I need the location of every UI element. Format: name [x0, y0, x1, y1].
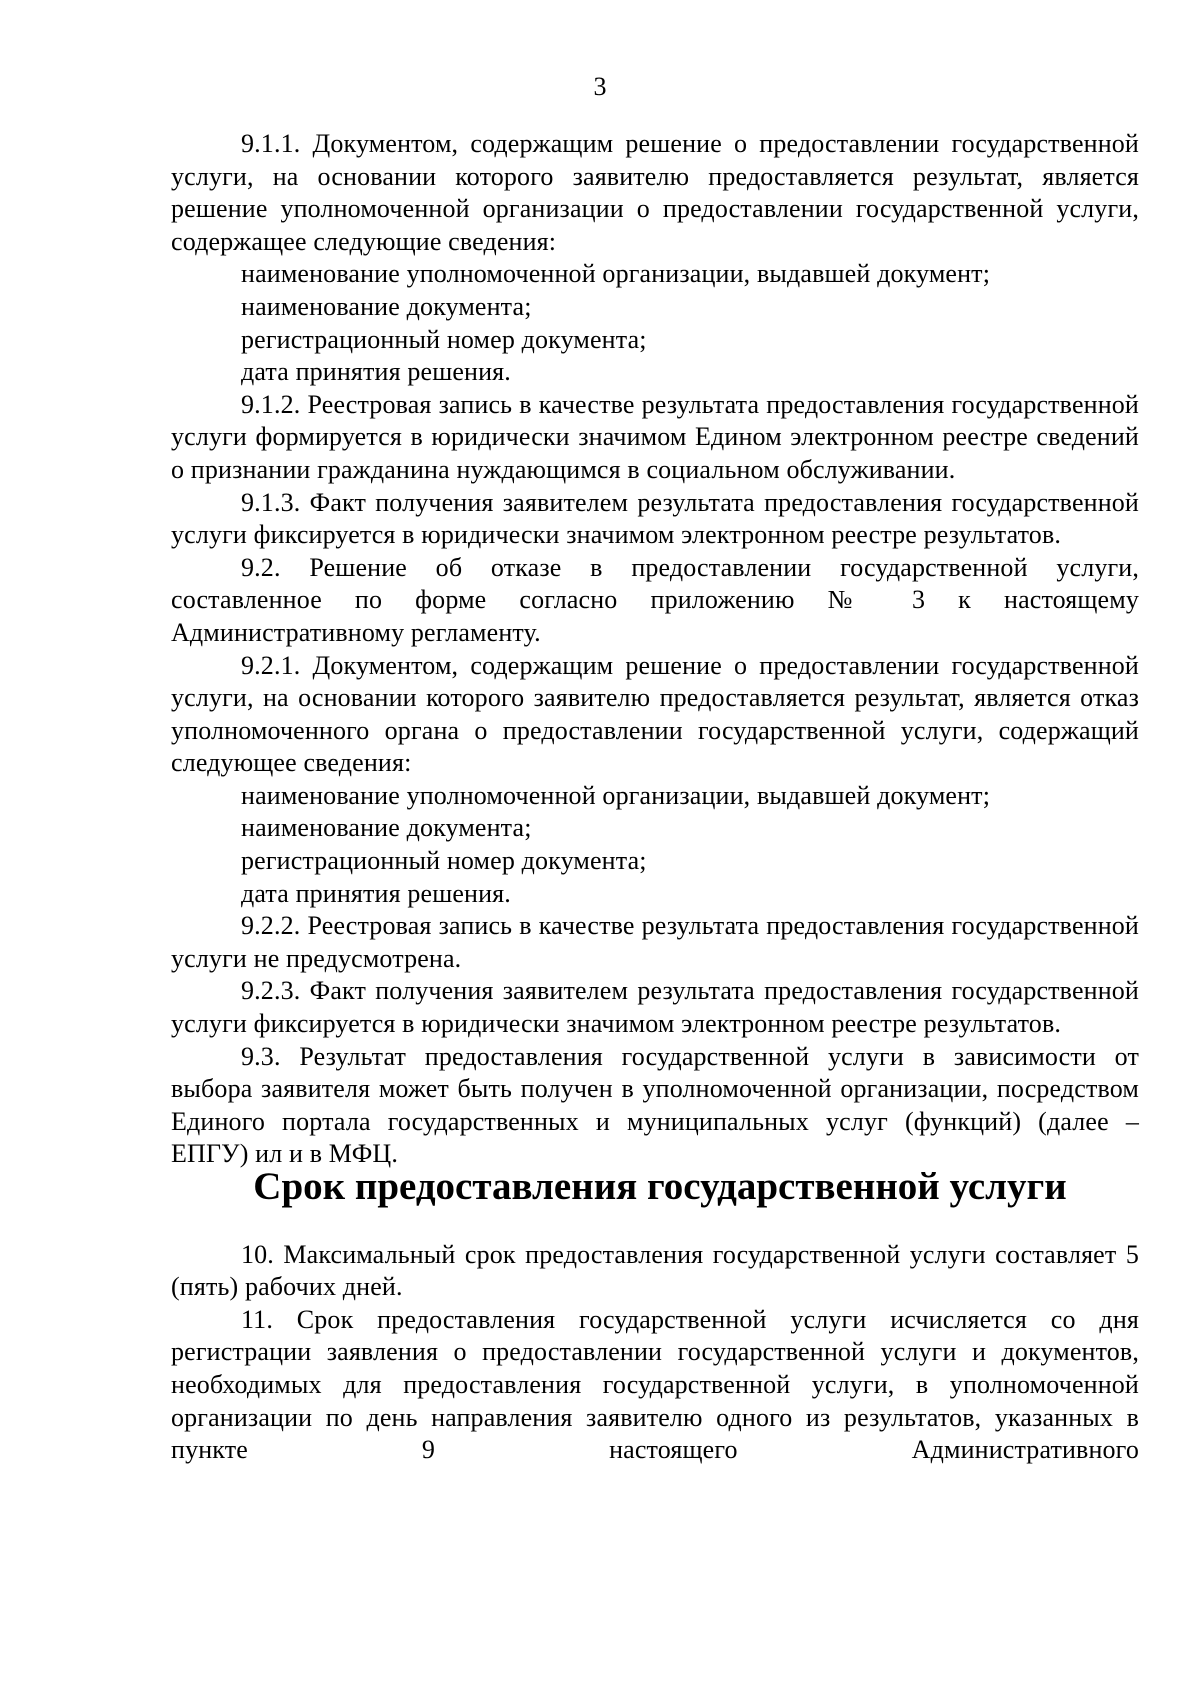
list-item: наименование документа;	[241, 291, 532, 321]
paragraphs-before	[171, 128, 1139, 1171]
list-item: наименование документа;	[241, 813, 532, 843]
list-item: дата принятия решения.	[241, 878, 511, 908]
document-body	[171, 128, 1139, 1467]
paragraphs-after	[171, 1239, 1139, 1467]
page-number: 3	[593, 72, 607, 101]
paragraph-9-2-3: 9.2.3. Факт получения заявителем результата предоставления государственной услуги фиксируется в юридически значимом электронном реестре результатов.	[171, 976, 1139, 1039]
paragraph-9-3: 9.3. Результат предоставления государственной услуги в зависимости от выбора заявителя может быть получен в уполномоченной организации, посредством Единого портала государственных и муниципальных услуг (функций) (далее – ЕПГУ) ил и в МФЦ.	[171, 1041, 1139, 1169]
list-item: дата принятия решения.	[241, 357, 511, 387]
list-item: наименование уполномоченной организации, выдавшей документ;	[241, 259, 991, 289]
list-item: регистрационный номер документа;	[241, 846, 647, 876]
paragraph-9-1-1: 9.1.1. Документом, содержащим решение о предоставлении государственной услуги, на основании которого заявителю предоставляется результат, является решение уполномоченной организации о предоставлении государственной услуги, содержащее следующие сведения:	[171, 129, 1139, 256]
paragraph-9-1-3: 9.1.3. Факт получения заявителем результата предоставления государственной услуги фиксируется в юридически значимом электронном реестре результатов.	[171, 487, 1139, 550]
list-item: наименование уполномоченной организации, выдавшей документ;	[241, 780, 991, 810]
paragraph-10: 10. Максимальный срок предоставления государственной услуги составляет 5 (пять) рабочих дней.	[171, 1239, 1139, 1302]
paragraph-11: 11. Срок предоставления государственной услуги исчисляется со дня регистрации заявления о предоставлении государственной услуги и документов, необходимых для предоставления государственной услуги, в уполномоченной организации по день направления заявителю одного из результатов, указанных в пункте 9 настоящего Административного	[171, 1304, 1139, 1465]
list-item: регистрационный номер документа;	[241, 324, 647, 354]
paragraph-9-2: 9.2. Решение об отказе в предоставлении государственной услуги, составленное по форме согласно приложению № 3 к настоящему Административному регламенту.	[171, 552, 1139, 647]
section-heading: Срок предоставления государственной услуги	[253, 1165, 1067, 1208]
paragraph-9-2-2: 9.2.2. Реестровая запись в качестве результата предоставления государственной услуги не предусмотрена.	[171, 911, 1139, 973]
paragraph-9-1-2: 9.1.2. Реестровая запись в качестве результата предоставления государственной услуги формируется в юридически значимом Едином электронном реестре сведений о признании гражданина нуждающимся в социальном обслуживании.	[171, 389, 1139, 484]
paragraph-9-2-1: 9.2.1. Документом, содержащим решение о предоставлении государственной услуги, на основании которого заявителю предоставляется результат, является отказ уполномоченного органа о предоставлении государственной услуги, содержащий следующее сведения:	[171, 650, 1139, 778]
